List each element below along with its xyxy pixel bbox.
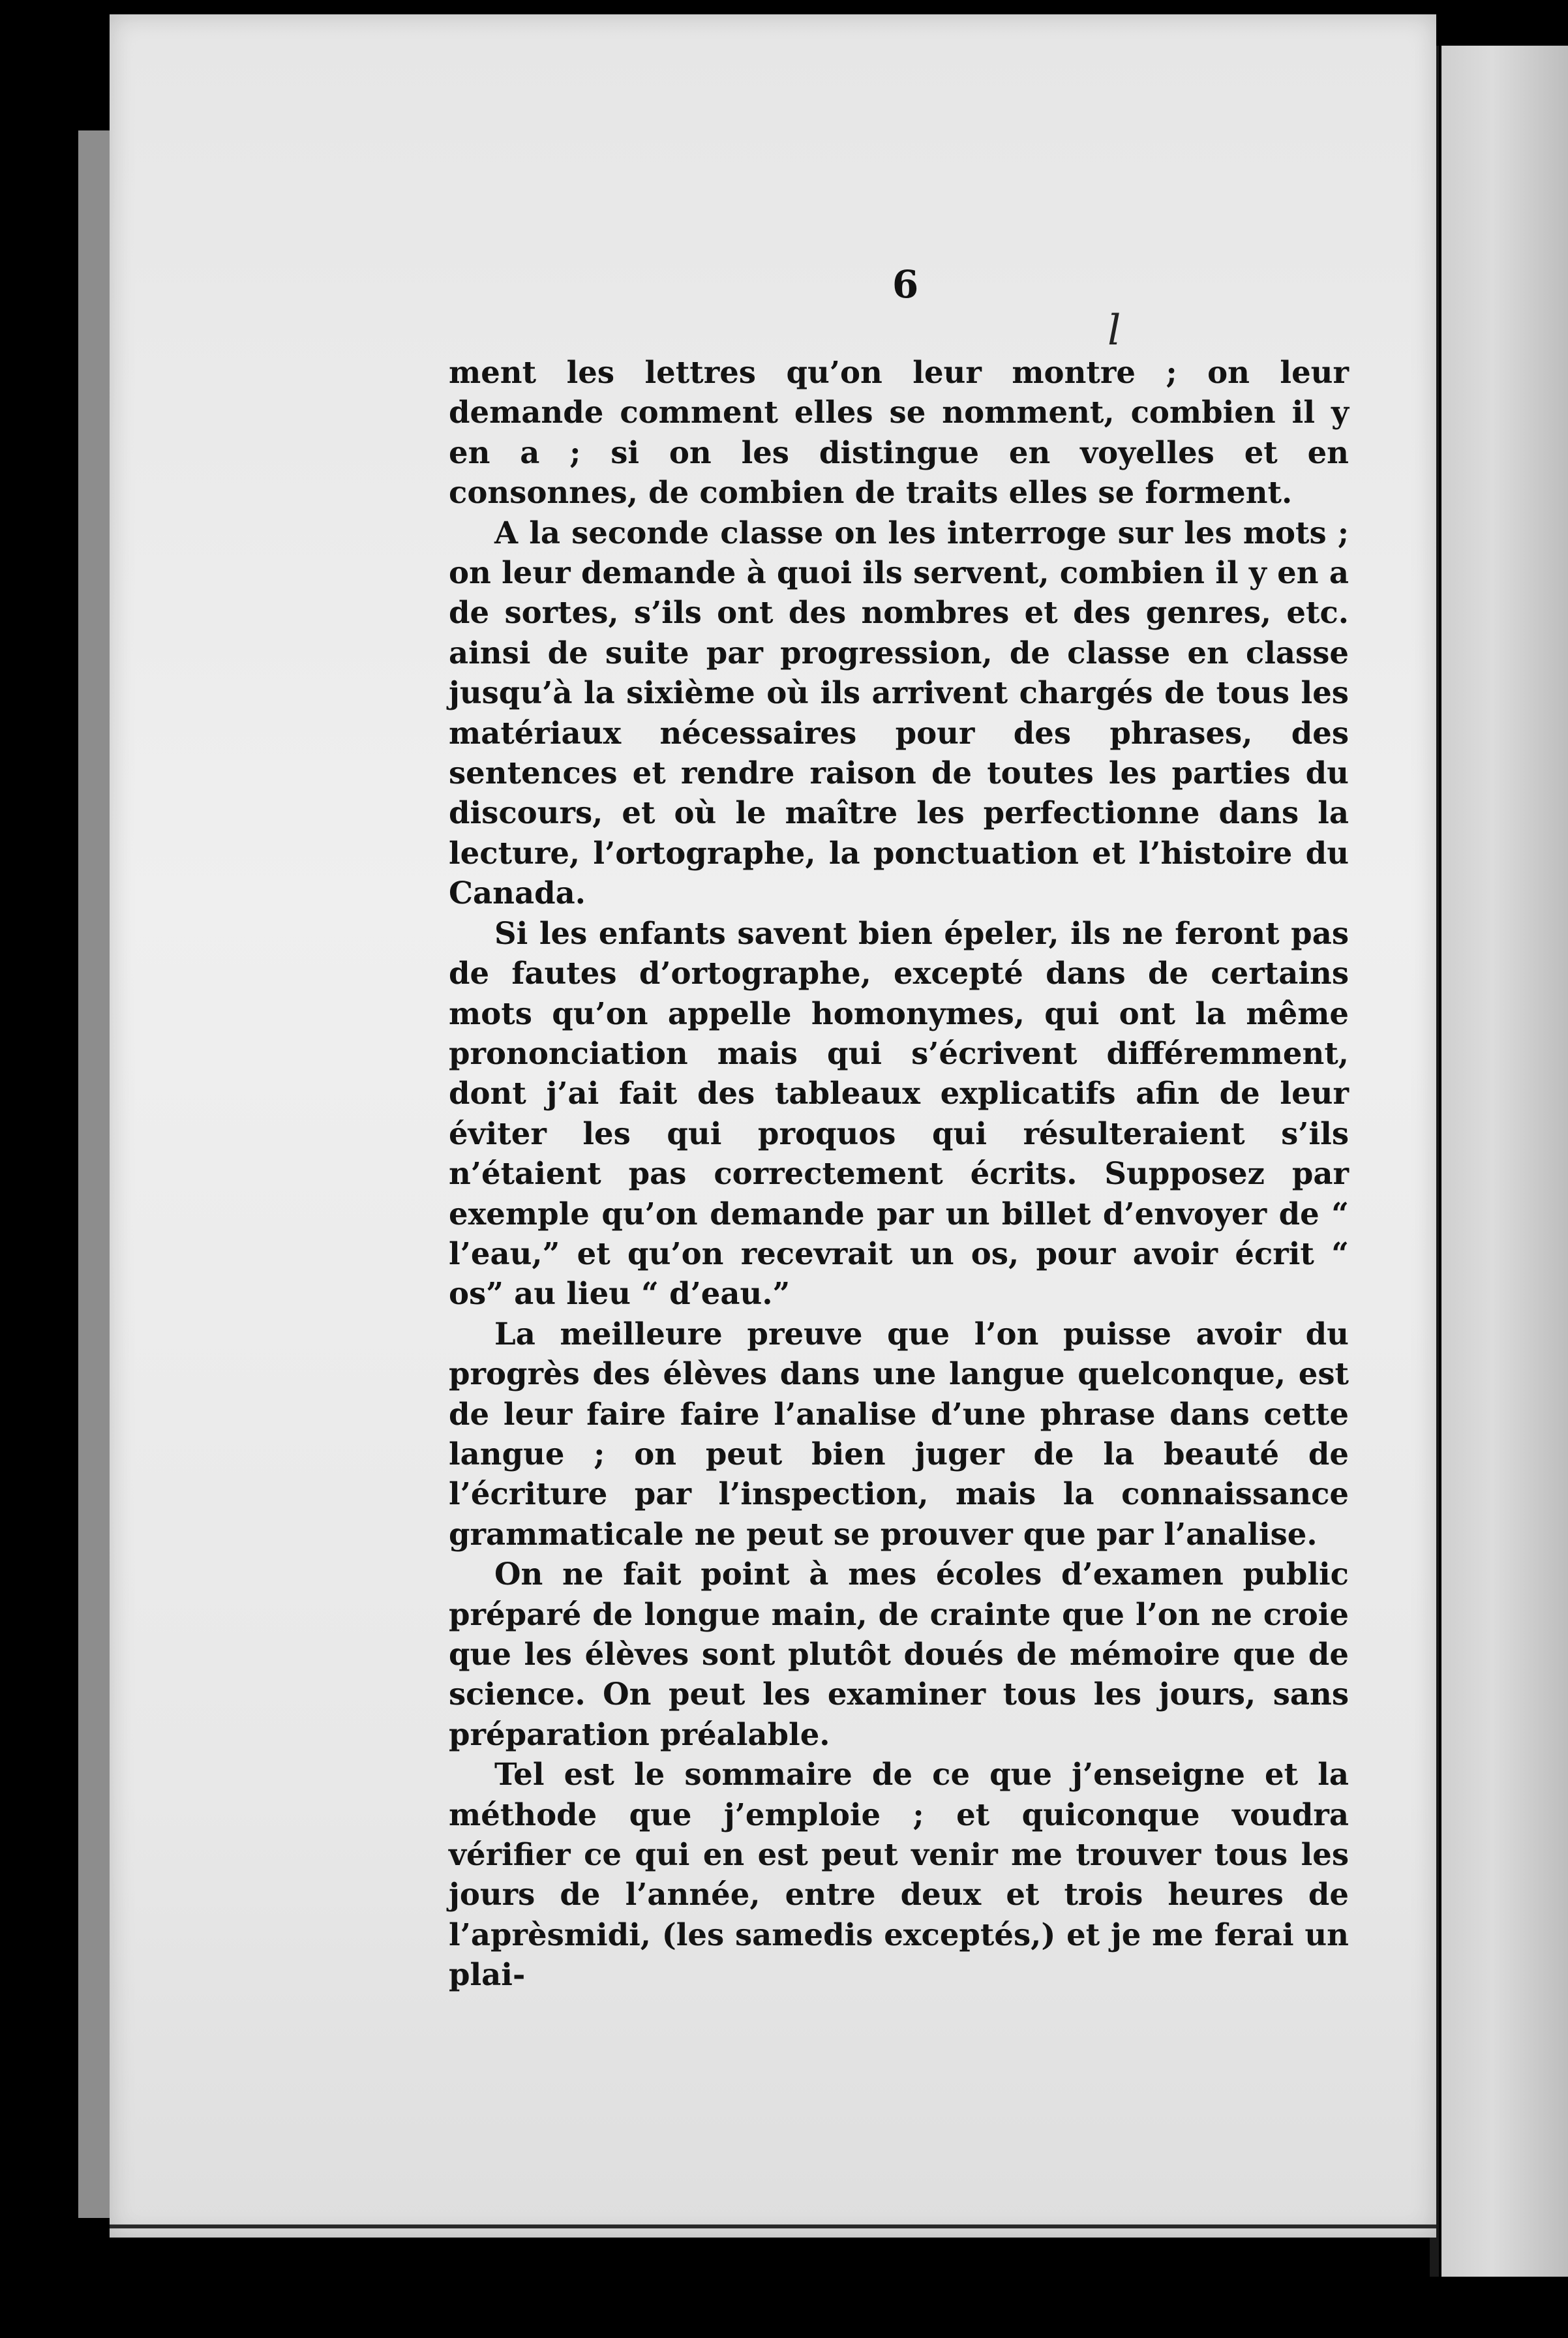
paragraph-5: On ne fait point à mes écoles d’examen public préparé de longue main, de crainte que l’on ne croie que les élèves sont plutôt doués de mémoire que de science. On peut les examiner tous les jours, sans préparation préalable. [449,1556,1349,1752]
paragraph-1: ment les lettres qu’on leur montre ; on leur demande comment elles se nomment, combien il y en a ; si on les distingue en voyelles et en consonnes, de combien de traits elles se forment. [449,354,1349,511]
book-page [110,14,1436,2238]
paragraph-3: Si les enfants savent bien épeler, ils ne feront pas de fautes d’ortographe, excepté dans de certains mots qu’on appelle homonymes, qui ont la même prononciation mais qui s’écrivent différemment, dont j’ai fait des tableaux explicatifs afin de leur éviter les qui proquos qui résulteraient s’ils n’étaient pas correctement écrits. Supposez par exemple qu’on demande par un billet d’envoyer de “ l’eau,” et qu’on recevrait un os, pour avoir écrit “ os” au lieu “ d’eau.” [449,915,1349,1312]
adjacent-page-edge [1441,46,1568,2277]
body-text [449,352,1349,1995]
paragraph-4: La meilleure preuve que l’on puisse avoir du progrès des élèves dans une langue quelconque, est de leur faire faire l’analise d’une phrase dans cette langue ; on peut bien juger de la beauté de l’écriture par l’inspection, mais la connaissance grammaticale ne peut se prouver que par l’analise. [449,1315,1349,1552]
paragraph-2: A la seconde classe on les interroge sur les mots ; on leur demande à quoi ils servent, combien il y en a de sortes, s’ils ont des nombres et des genres, etc. ainsi de suite par progression, de classe en classe jusqu’à la sixième où ils arrivent chargés de tous les matériaux nécessaires pour des phrases, des sentences et rendre raison de toutes les parties du discours, et où le maître les perfectionne dans la lecture, l’ortographe, la ponctuation et l’histoire du Canada. [449,514,1349,911]
handwritten-margin-mark: l [1108,307,1121,355]
page-bottom-edge [110,2224,1436,2228]
paragraph-6: Tel est le sommaire de ce que j’enseigne et la méthode que j’emploie ; et quiconque voudra vérifier ce qui en est peut venir me trouver tous les jours de l’année, entre deux et trois heures de l’aprèsmidi, (les samedis exceptés,) et je me ferai un plai- [449,1756,1349,1993]
page-number: 6 [892,262,919,307]
